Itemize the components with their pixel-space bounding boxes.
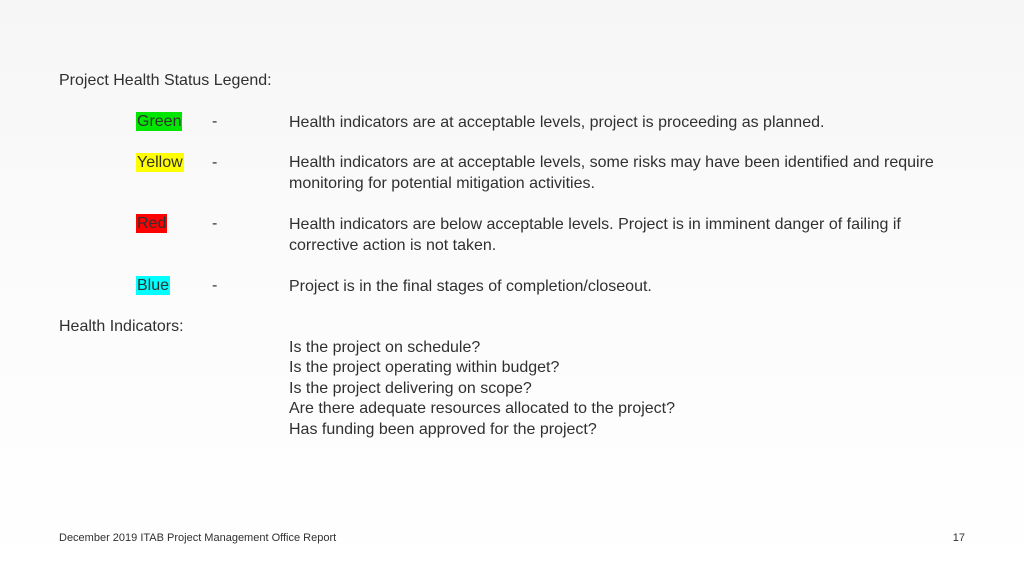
legend-title: Project Health Status Legend:	[59, 72, 272, 89]
legend-item-blue-description: Project is in the final stages of completion/closeout.	[289, 278, 652, 295]
legend-item-red-description: Health indicators are below acceptable levels. Project is in imminent danger of failing if corrective action is not taken.	[289, 216, 901, 254]
legend-item-green-label	[136, 112, 182, 132]
legend-item-red-label	[136, 214, 167, 234]
legend-item-red-dash: -	[212, 215, 218, 232]
legend-item-green-description: Health indicators are at acceptable levels, project is proceeding as planned.	[289, 114, 825, 131]
legend-item-blue-label	[136, 276, 170, 296]
legend-item-green-dash: -	[212, 113, 218, 130]
indicator-question: Are there adequate resources allocated to the project?	[289, 400, 676, 417]
indicator-question: Is the project delivering on scope?	[289, 380, 532, 397]
legend-item-blue-dash: -	[212, 277, 218, 294]
green-swatch: Green	[137, 113, 182, 130]
legend-item-yellow-label	[136, 153, 184, 173]
footer-report-title: December 2019 ITAB Project Management Office Report	[59, 532, 337, 544]
indicators-title: Health Indicators:	[59, 318, 184, 335]
legend-item-yellow-description: Health indicators are at acceptable levels, some risks may have been identified and require monitoring for potential mitigation activities.	[289, 154, 934, 192]
legend-item-yellow-dash: -	[212, 154, 218, 171]
indicator-question: Has funding been approved for the project?	[289, 421, 597, 438]
blue-swatch: Blue	[137, 277, 170, 294]
red-swatch: Red	[137, 215, 167, 232]
indicator-question: Is the project operating within budget?	[289, 359, 560, 376]
yellow-swatch: Yellow	[137, 154, 183, 171]
indicator-question: Is the project on schedule?	[289, 339, 481, 356]
page-number: 17	[952, 532, 965, 544]
